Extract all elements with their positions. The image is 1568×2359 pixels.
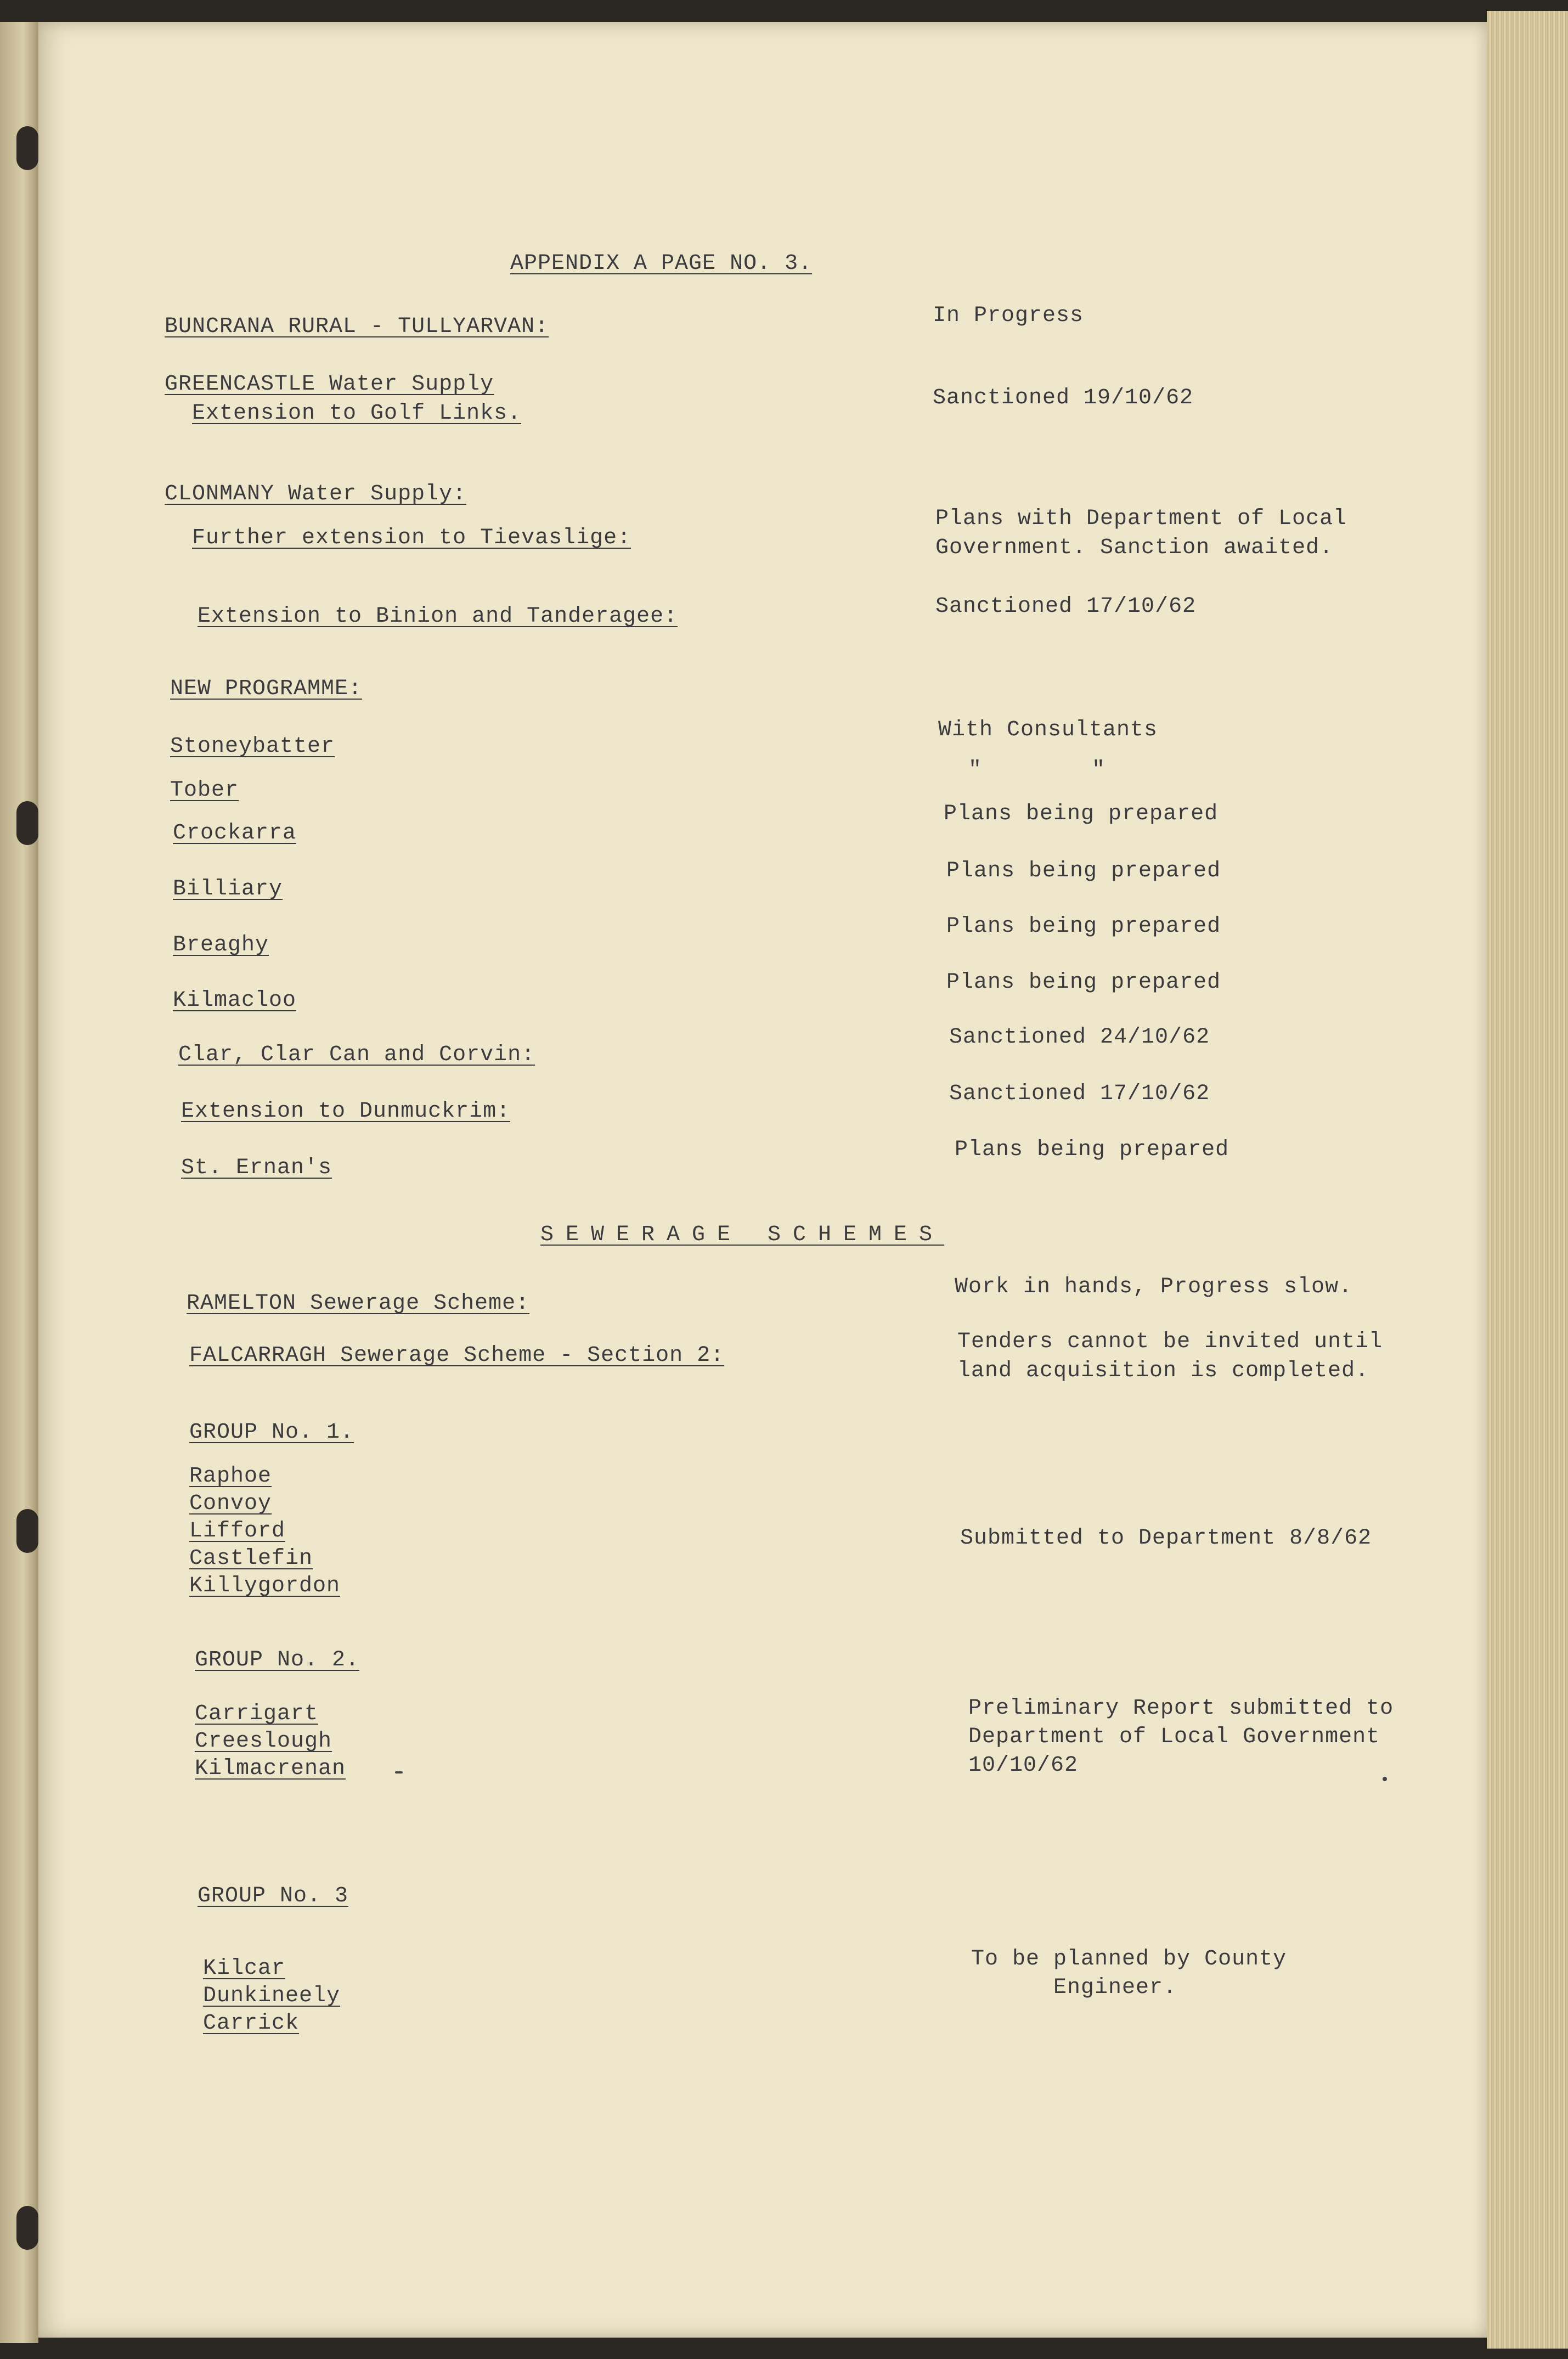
binder-hole-icon (16, 126, 38, 170)
scheme-name: Breaghy (173, 933, 269, 958)
scheme-status: Government. Sanction awaited. (935, 536, 1334, 560)
town-name: Killygordon (189, 1574, 341, 1598)
scheme-name: Kilmacloo (173, 988, 297, 1013)
scheme-name: RAMELTON Sewerage Scheme: (187, 1291, 530, 1316)
scheme-status: land acquisition is completed. (957, 1359, 1369, 1383)
scheme-status: Plans being prepared (946, 914, 1221, 939)
scheme-name: Extension to Dunmuckrim: (181, 1099, 511, 1124)
section-heading: SEWERAGE SCHEMES (540, 1223, 945, 1247)
scheme-status: Plans being prepared (944, 802, 1219, 826)
scheme-status: Tenders cannot be invited until (957, 1330, 1383, 1354)
scheme-name: CLONMANY Water Supply: (165, 482, 467, 506)
scheme-status: In Progress (933, 303, 1084, 328)
group-status: Department of Local Government (968, 1725, 1380, 1749)
scheme-status: Sanctioned 17/10/62 (935, 594, 1197, 619)
town-name: Carrick (203, 2011, 300, 2036)
left-page-edge (0, 22, 38, 2343)
group-heading: GROUP No. 3 (198, 1884, 349, 1908)
scheme-status: Sanctioned 24/10/62 (949, 1025, 1210, 1050)
group-status: 10/10/62 (968, 1753, 1079, 1778)
town-name: Creeslough (195, 1729, 332, 1754)
scheme-status: Plans with Department of Local (935, 506, 1347, 531)
scheme-name: FALCARRAGH Sewerage Scheme - Section 2: (189, 1343, 725, 1368)
scheme-name: Extension to Binion and Tanderagee: (198, 604, 678, 629)
group-status: To be planned by County (971, 1947, 1287, 1972)
scheme-name: St. Ernan's (181, 1156, 332, 1180)
scheme-status: Plans being prepared (946, 859, 1221, 883)
group-status: Submitted to Department 8/8/62 (960, 1526, 1372, 1551)
group-heading: GROUP No. 2. (195, 1648, 360, 1673)
scheme-name: Crockarra (173, 821, 297, 846)
binder-hole-icon (16, 1509, 38, 1553)
scheme-status: Sanctioned 17/10/62 (949, 1082, 1210, 1106)
town-name: Raphoe (189, 1464, 272, 1489)
section-heading: NEW PROGRAMME: (170, 677, 363, 701)
scheme-status: Plans being prepared (946, 970, 1221, 995)
scheme-status: Plans being prepared (955, 1138, 1229, 1162)
scheme-status: With Consultants (938, 718, 1158, 742)
ink-dash (395, 1771, 403, 1774)
page-header: APPENDIX A PAGE NO. 3. (510, 251, 813, 276)
scheme-name: BUNCRANA RURAL - TULLYARVAN: (165, 314, 549, 339)
town-name: Kilcar (203, 1956, 286, 1981)
scheme-status: " " (968, 758, 1106, 782)
group-heading: GROUP No. 1. (189, 1420, 354, 1445)
town-name: Convoy (189, 1491, 272, 1516)
town-name: Carrigart (195, 1702, 319, 1726)
scheme-name: GREENCASTLE Water Supply (165, 372, 494, 397)
scheme-name: Clar, Clar Can and Corvin: (178, 1043, 535, 1067)
group-status: Engineer. (971, 1975, 1177, 2000)
town-name: Lifford (189, 1519, 286, 1544)
ink-dot (1383, 1777, 1387, 1781)
scheme-name: Tober (170, 778, 239, 803)
binder-hole-icon (16, 801, 38, 845)
scheme-status: Sanctioned 19/10/62 (933, 386, 1194, 410)
scheme-name: Billiary (173, 877, 283, 902)
scheme-name: Stoneybatter (170, 734, 335, 759)
binder-hole-icon (16, 2206, 38, 2250)
town-name: Dunkineely (203, 1984, 341, 2008)
town-name: Kilmacrenan (195, 1756, 346, 1781)
page-stack-edge (1487, 11, 1568, 2349)
scheme-name: Further extension to Tievaslige: (192, 526, 631, 550)
scheme-status: Work in hands, Progress slow. (955, 1275, 1353, 1299)
scheme-name: Extension to Golf Links. (192, 401, 522, 426)
town-name: Castlefin (189, 1546, 313, 1571)
group-status: Preliminary Report submitted to (968, 1696, 1394, 1721)
